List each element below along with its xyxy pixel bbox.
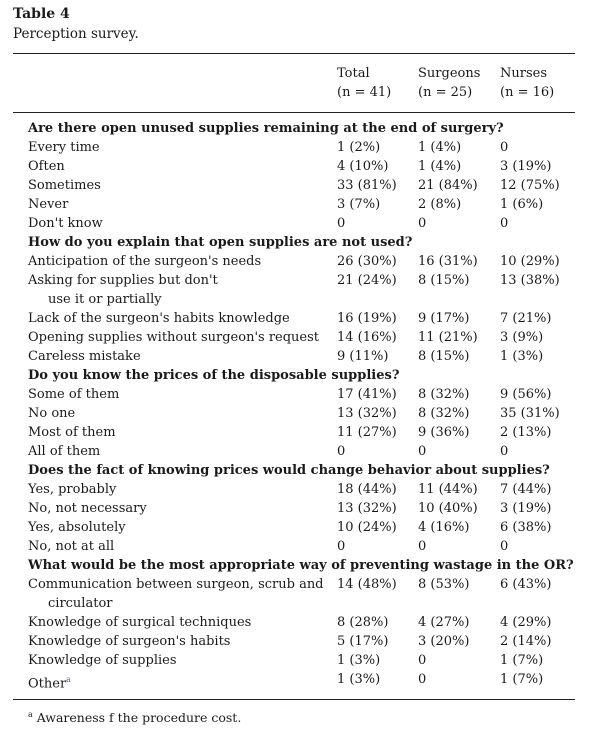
surgeons-cell: 3 (20%) <box>418 634 470 649</box>
question-text: How do you explain that open supplies are not used? <box>28 235 413 250</box>
row-label <box>28 651 177 670</box>
row-label <box>28 214 103 233</box>
nurses-cell: 1 (7%) <box>500 672 544 687</box>
total-cell: 26 (30%) <box>337 254 397 269</box>
total-cell: 13 (32%) <box>337 406 397 421</box>
table-row <box>28 518 578 537</box>
total-cell: 0 <box>337 216 346 231</box>
surgeons-cell: 8 (53%) <box>418 577 470 592</box>
total-cell: 17 (41%) <box>337 387 397 402</box>
table-row <box>28 214 578 233</box>
table-caption: Perception survey. <box>13 26 139 42</box>
nurses-cell: 7 (44%) <box>500 482 552 497</box>
header-name: Total <box>337 66 370 81</box>
row-label-text: Often <box>28 159 65 174</box>
row-label-text: Sometimes <box>28 178 101 193</box>
bottom-rule <box>13 699 575 700</box>
row-label-text: Knowledge of supplies <box>28 653 177 668</box>
nurses-cell: 0 <box>500 444 509 459</box>
nurses-cell: 13 (38%) <box>500 273 560 288</box>
row-label <box>28 138 100 157</box>
table-label: Table 4 <box>13 6 70 22</box>
table-row <box>28 328 578 347</box>
surgeons-cell: 11 (44%) <box>418 482 478 497</box>
row-label <box>28 176 101 195</box>
row-label-text: All of them <box>28 444 101 459</box>
question-text: Do you know the prices of the disposable supplies? <box>28 368 400 383</box>
surgeons-cell: 8 (32%) <box>418 387 470 402</box>
row-label-text: Communication between surgeon, scrub and <box>28 577 324 592</box>
surgeons-cell: 0 <box>418 672 427 687</box>
row-label-text: Knowledge of surgical techniques <box>28 615 252 630</box>
table-body <box>28 119 578 692</box>
row-label <box>28 385 119 404</box>
row-label-text: Anticipation of the surgeon's needs <box>28 254 262 269</box>
surgeons-cell: 9 (36%) <box>418 425 470 440</box>
nurses-cell: 0 <box>500 216 509 231</box>
total-cell: 18 (44%) <box>337 482 397 497</box>
total-cell: 14 (16%) <box>337 330 397 345</box>
row-label-text: Never <box>28 197 69 212</box>
question-text: Are there open unused supplies remaining at the end of surgery? <box>28 121 504 136</box>
nurses-cell: 1 (7%) <box>500 653 544 668</box>
row-label-text: Careless mistake <box>28 349 141 364</box>
row-label-text: Some of them <box>28 387 120 402</box>
row-label <box>28 328 319 347</box>
total-cell: 0 <box>337 539 346 554</box>
surgeons-cell: 4 (27%) <box>418 615 470 630</box>
surgeons-cell: 0 <box>418 539 427 554</box>
row-label-continuation: use it or partially <box>48 292 162 307</box>
row-label-text: Lack of the surgeon's habits knowledge <box>28 311 290 326</box>
nurses-cell: 9 (56%) <box>500 387 552 402</box>
total-cell: 10 (24%) <box>337 520 397 535</box>
row-label <box>28 309 290 328</box>
table-row <box>28 176 578 195</box>
top-rule <box>13 53 575 54</box>
surgeons-cell: 1 (4%) <box>418 140 462 155</box>
nurses-cell: 2 (14%) <box>500 634 552 649</box>
header-n: (n = 16) <box>500 85 555 100</box>
question-row <box>28 366 578 385</box>
header-name: Surgeons <box>418 66 481 81</box>
nurses-cell: 0 <box>500 539 509 554</box>
row-label <box>28 670 71 693</box>
header-n: (n = 25) <box>418 85 473 100</box>
table-footnote <box>28 710 241 725</box>
row-label-text: Knowledge of surgeon's habits <box>28 634 231 649</box>
total-cell: 1 (2%) <box>337 140 381 155</box>
row-label <box>28 480 116 499</box>
row-label-continuation: circulator <box>48 596 113 611</box>
surgeons-cell: 8 (15%) <box>418 273 470 288</box>
header-name: Nurses <box>500 66 547 81</box>
question-row <box>28 556 578 575</box>
total-cell: 16 (19%) <box>337 311 397 326</box>
nurses-cell: 2 (13%) <box>500 425 552 440</box>
surgeons-cell: 0 <box>418 216 427 231</box>
row-label-text: Opening supplies without surgeon's request <box>28 330 320 345</box>
table-row <box>28 404 578 423</box>
question-row <box>28 461 578 480</box>
row-label-text: Other <box>28 676 67 692</box>
row-label <box>28 518 126 537</box>
table-row <box>28 157 578 176</box>
nurses-cell: 1 (6%) <box>500 197 544 212</box>
total-cell: 4 (10%) <box>337 159 389 174</box>
nurses-cell: 1 (3%) <box>500 349 544 364</box>
header-rule <box>13 112 575 113</box>
surgeons-cell: 10 (40%) <box>418 501 478 516</box>
surgeons-cell: 2 (8%) <box>418 197 462 212</box>
footnote-text: Awareness f the procedure cost. <box>36 710 242 726</box>
nurses-cell: 4 (29%) <box>500 615 552 630</box>
table-row <box>28 480 578 499</box>
header-surgeons <box>418 64 480 102</box>
row-label-text: Don't know <box>28 216 103 231</box>
surgeons-cell: 8 (32%) <box>418 406 470 421</box>
row-label-text: Yes, absolutely <box>28 520 126 535</box>
surgeons-cell: 1 (4%) <box>418 159 462 174</box>
table-row <box>28 423 578 442</box>
table-row <box>28 575 578 613</box>
row-label-text: No, not necessary <box>28 501 147 516</box>
surgeons-cell: 0 <box>418 444 427 459</box>
nurses-cell: 12 (75%) <box>500 178 560 193</box>
surgeons-cell: 9 (17%) <box>418 311 470 326</box>
nurses-cell: 3 (19%) <box>500 159 552 174</box>
table-row <box>28 347 578 366</box>
table-row <box>28 195 578 214</box>
row-label <box>28 271 218 309</box>
row-label <box>28 252 261 271</box>
surgeons-cell: 4 (16%) <box>418 520 470 535</box>
question-text: What would be the most appropriate way of preventing wastage in the OR? <box>28 558 574 573</box>
total-cell: 5 (17%) <box>337 634 389 649</box>
nurses-cell: 3 (19%) <box>500 501 552 516</box>
row-label <box>28 195 68 214</box>
total-cell: 1 (3%) <box>337 672 381 687</box>
row-label-text: No one <box>28 406 76 421</box>
nurses-cell: 10 (29%) <box>500 254 560 269</box>
nurses-cell: 6 (43%) <box>500 577 552 592</box>
question-row <box>28 233 578 252</box>
surgeons-cell: 11 (21%) <box>418 330 478 345</box>
question-text: Does the fact of knowing prices would change behavior about supplies? <box>28 463 550 478</box>
header-n: (n = 41) <box>337 85 392 100</box>
nurses-cell: 7 (21%) <box>500 311 552 326</box>
nurses-cell: 0 <box>500 140 509 155</box>
total-cell: 33 (81%) <box>337 178 397 193</box>
total-cell: 13 (32%) <box>337 501 397 516</box>
surgeons-cell: 0 <box>418 653 427 668</box>
header-nurses <box>500 64 554 102</box>
nurses-cell: 6 (38%) <box>500 520 552 535</box>
table-row <box>28 651 578 670</box>
table-row <box>28 442 578 461</box>
total-cell: 14 (48%) <box>337 577 397 592</box>
table-row <box>28 670 578 692</box>
table-row <box>28 632 578 651</box>
table-row <box>28 252 578 271</box>
nurses-cell: 3 (9%) <box>500 330 544 345</box>
total-cell: 3 (7%) <box>337 197 381 212</box>
row-label-text: Every time <box>28 140 100 155</box>
row-label <box>28 157 65 176</box>
total-cell: 21 (24%) <box>337 273 397 288</box>
table-row <box>28 271 578 309</box>
total-cell: 9 (11%) <box>337 349 389 364</box>
total-cell: 1 (3%) <box>337 653 381 668</box>
row-label-text: Yes, probably <box>28 482 117 497</box>
row-label <box>28 442 100 461</box>
row-label <box>28 404 75 423</box>
table-row <box>28 138 578 157</box>
table-row <box>28 309 578 328</box>
total-cell: 8 (28%) <box>337 615 389 630</box>
total-cell: 11 (27%) <box>337 425 397 440</box>
row-label <box>28 575 324 613</box>
table-row <box>28 537 578 556</box>
row-label <box>28 499 147 518</box>
row-label-text: Most of them <box>28 425 116 440</box>
row-label <box>28 423 116 442</box>
nurses-cell: 35 (31%) <box>500 406 560 421</box>
total-cell: 0 <box>337 444 346 459</box>
header-total <box>337 64 391 102</box>
table-row <box>28 385 578 404</box>
surgeons-cell: 21 (84%) <box>418 178 478 193</box>
row-label-text: Asking for supplies but don't <box>28 273 218 288</box>
footnote-ref: a <box>66 675 71 684</box>
row-label <box>28 347 141 366</box>
row-label <box>28 632 230 651</box>
footnote-mark: a <box>28 710 33 719</box>
row-label <box>28 537 114 556</box>
question-row <box>28 119 578 138</box>
table-row <box>28 613 578 632</box>
row-label-text: No, not at all <box>28 539 115 554</box>
surgeons-cell: 16 (31%) <box>418 254 478 269</box>
surgeons-cell: 8 (15%) <box>418 349 470 364</box>
table-row <box>28 499 578 518</box>
row-label <box>28 613 251 632</box>
